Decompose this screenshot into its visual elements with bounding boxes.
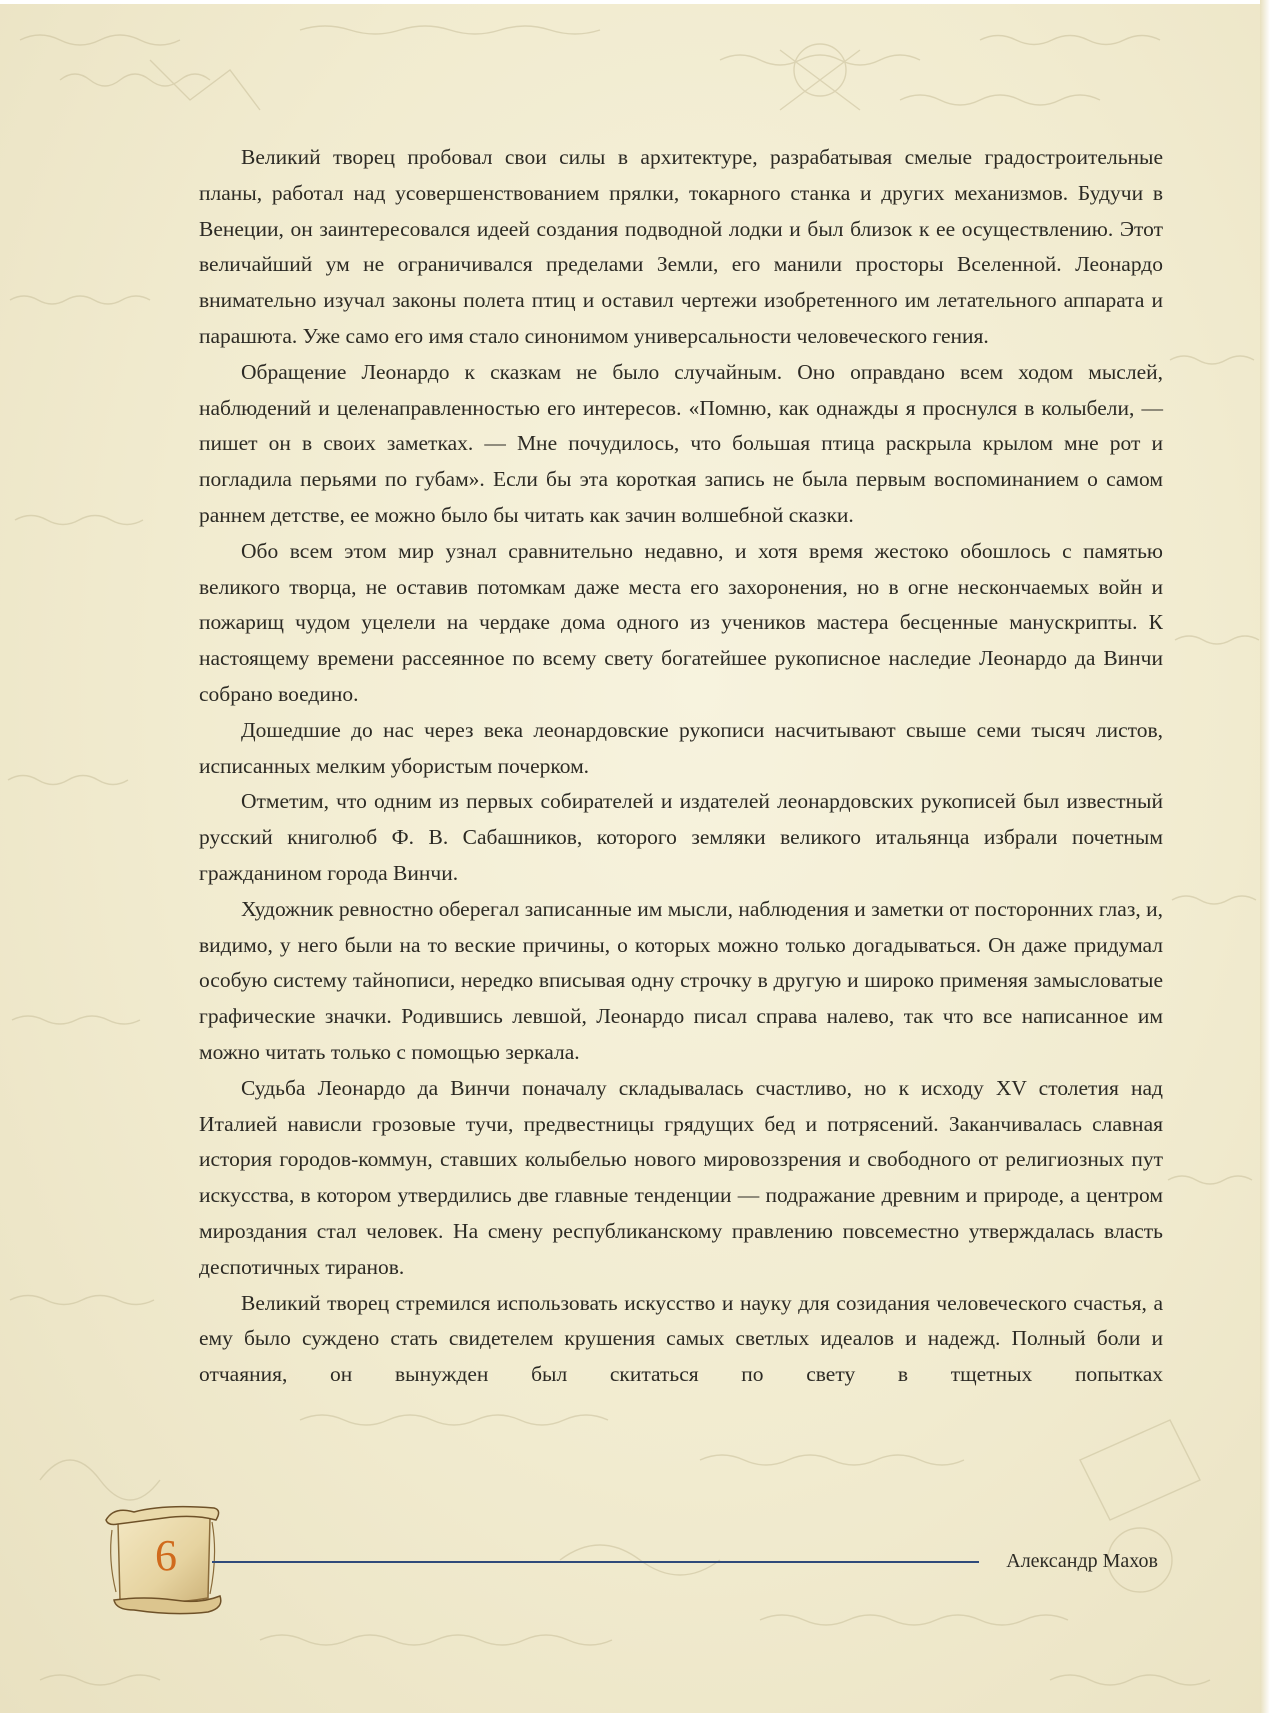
page-number: 6 [155,1531,177,1580]
paragraph: Великий творец стремился использовать искусство и науку для созидания человеческого счастья, а ему было суждено стать свидетелем крушения самых светлых идеалов и надежд. Полный боли и отчаяния, он вынужден был скитаться по свету в тщетных попытках [199,1290,1163,1387]
page-top-edge [0,0,1270,4]
author-name: Александр Махов [1006,1550,1158,1572]
paragraph: Великий творец пробовал свои силы в архитектуре, разрабатывая смелые градостроительные планы, работал над усовершенствованием прялки, токарного станка и других механизмов. Будучи в Венеции, он заинтересовался идеей создания подводной лодки и был близок к ее осуществлению. Этот величайший ум не ограничивался пределами Земли, его манили просторы Вселенной. Леонардо внимательно изучал законы полета птиц и оставил чертежи изобретенного им летательного аппарата и парашюта. Уже само его имя стало синонимом универсальности человеческого гения. [199,145,1163,348]
paragraph: Художник ревностно оберегал записанные им мысли, наблюдения и заметки от посторонних глаз, и, видимо, у него были на то веские причины, о которых можно только догадываться. Он даже придумал особую систему тайнописи, нередко вписывая одну строчку в другую и широко применяя замысловатые графические значки. Родившись левшой, Леонардо писал справа налево, так что все написанное им можно читать только с помощью зеркала. [199,896,1163,1064]
footer-rule [212,1561,979,1563]
paragraph: Обо всем этом мир узнал сравнительно недавно, и хотя время жестоко обошлось с памятью великого творца, не оставив потомкам даже места его захоронения, но в огне нескончаемых войн и пожарищ чудом уцелели на чердаке дома одного из учеников мастера бесценные манускрипты. К настоящему времени рассеянное по всему свету богатейшее рукописное наследие Леонардо да Винчи собрано воедино. [199,538,1163,706]
paragraph: Обращение Леонардо к сказкам не было случайным. Оно оправдано всем ходом мыслей, наблюдений и целенаправленностью его интересов. «Помню, как однажды я проснулся в колыбели, — пишет он в своих заметках. — Мне почудилось, что большая птица раскрыла крылом мне рот и погладила перьями по губам». Если бы эта короткая запись не была первым воспоминанием о самом раннем детстве, ее можно было бы читать как зачин волшебной сказки. [199,359,1163,527]
paragraph: Дошедшие до нас через века леонардовские рукописи насчитывают свыше семи тысяч листов, исписанных мелким убористым почерком. [199,717,1163,778]
main-text [199,140,1163,1393]
paragraph: Отметим, что одним из первых собирателей и издателей леонардовских рукописей был известный русский книголюб Ф. В. Сабашников, которого земляки великого итальянца избрали почетным гражданином города Винчи. [199,789,1163,885]
page-right-edge [1260,0,1270,1713]
paragraph: Судьба Леонардо да Винчи поначалу складывалась счастливо, но к исходу XV столетия над Италией нависли грозовые тучи, предвестницы грядущих бед и потрясений. Заканчивалась славная история городов-коммун, ставших колыбелью нового мировоззрения и свободного от религиозных пут искусства, в котором утвердились две главные тенденции — подражание древним и природе, а центром мироздания стал человек. На смену республиканскому правлению повсеместно утверждалась власть деспотичных тиранов. [199,1075,1163,1279]
